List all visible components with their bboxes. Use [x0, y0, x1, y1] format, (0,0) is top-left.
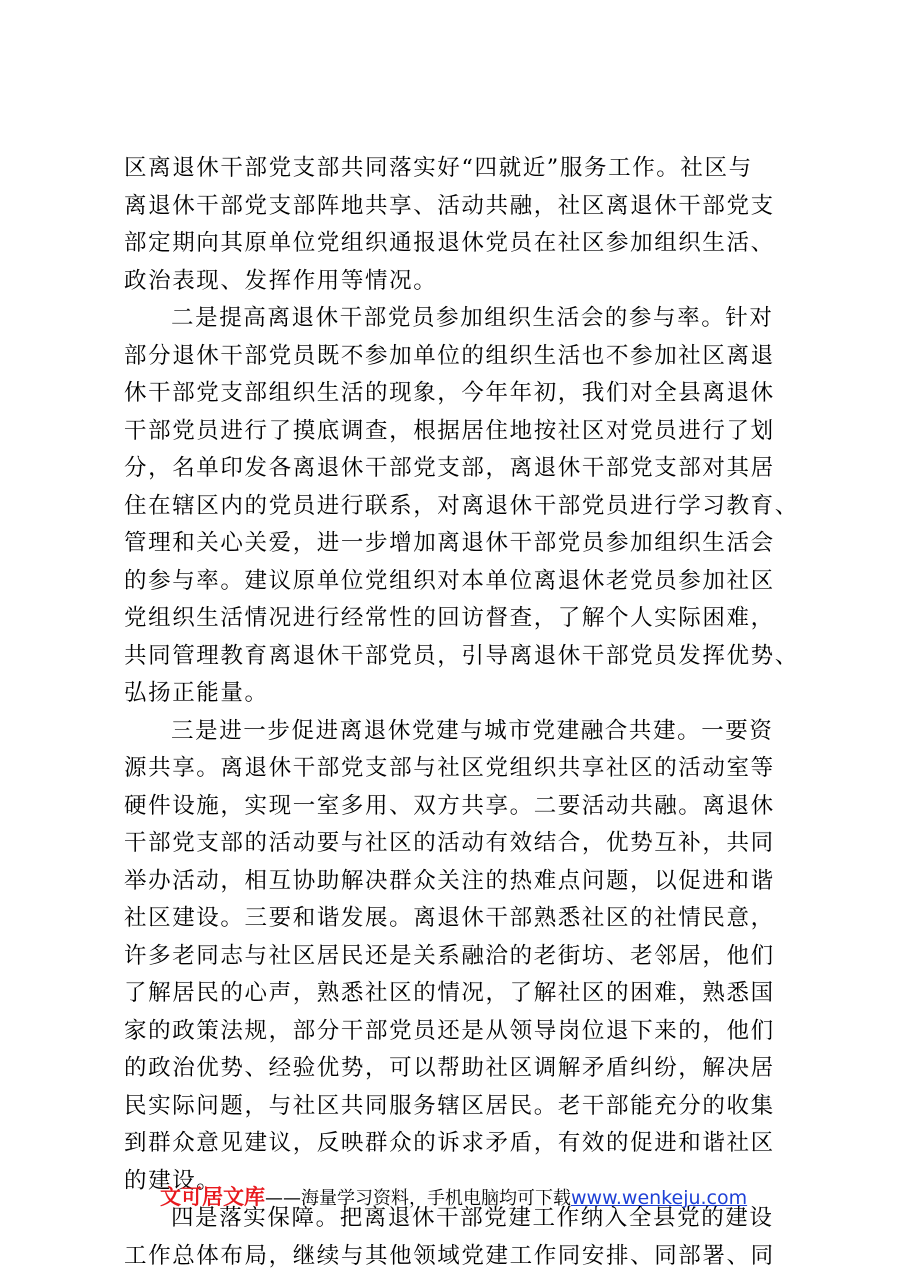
- text-line: 区离退休干部党支部共同落实好“四就近”服务工作。社区与: [124, 155, 753, 181]
- document-body: [124, 150, 804, 1275]
- text-line: 干部党支部的活动要与社区的活动有效结合，优势互补，共同: [124, 830, 775, 856]
- text-line: 社区建设。三要和谐发展。离退休干部熟悉社区的社情民意，: [124, 905, 775, 931]
- text-line: 到群众意见建议，反映群众的诉求矛盾，有效的促进和谐社区: [124, 1130, 775, 1156]
- text-line: 政治表现、发挥作用等情况。: [124, 267, 438, 294]
- text-line: 举办活动，相互协助解决群众关注的热难点问题，以促进和谐: [124, 867, 775, 894]
- text-line: 的政治优势、经验优势，可以帮助社区调解矛盾纠纷，解决居: [124, 1055, 775, 1081]
- text-line: 的参与率。建议原单位党组织对本单位离退休老党员参加社区: [124, 567, 775, 594]
- footer-tagline: ——海量学习资料，手机电脑均可下载: [265, 1188, 571, 1209]
- text-line: 分，名单印发各离退休干部党支部，离退休干部党支部对其居: [124, 455, 775, 481]
- text-line: 硬件设施，实现一室多用、双方共享。二要活动共融。离退休: [124, 792, 775, 819]
- text-line: 了解居民的心声，熟悉社区的情况，了解社区的困难，熟悉国: [124, 980, 775, 1006]
- text-line: 离退休干部党支部阵地共享、活动共融，社区离退休干部党支: [124, 192, 775, 219]
- text-line: 弘扬正能量。: [124, 680, 269, 706]
- text-line: 的建设。: [124, 1167, 221, 1194]
- text-line: 四是落实保障。把离退休干部党建工作纳入全县党的建设: [171, 1205, 774, 1231]
- text-line: 干部党员进行了摸底调查，根据居住地按社区对党员进行了划: [124, 417, 775, 444]
- text-line: 许多老同志与社区居民还是关系融洽的老街坊、老邻居，他们: [124, 942, 775, 969]
- footer-brand: 文可居文库: [160, 1185, 265, 1209]
- text-line: 家的政策法规，部分干部党员还是从领导岗位退下来的，他们: [124, 1017, 775, 1044]
- text-line: 部分退休干部党员既不参加单位的组织生活也不参加社区离退: [124, 342, 775, 369]
- footer-banner: [160, 1180, 800, 1214]
- text-line: 三是进一步促进离退休党建与城市党建融合共建。一要资: [171, 717, 774, 744]
- text-line: 源共享。离退休干部党支部与社区党组织共享社区的活动室等: [124, 755, 775, 781]
- text-line: 部定期向其原单位党组织通报退休党员在社区参加组织生活、: [124, 230, 775, 256]
- text-line: 管理和关心关爱，进一步增加离退休干部党员参加组织生活会: [124, 530, 775, 556]
- text-line: 二是提高离退休干部党员参加组织生活会的参与率。针对: [171, 305, 774, 331]
- text-line: 休干部党支部组织生活的现象，今年年初，我们对全县离退休: [124, 380, 775, 406]
- text-line: 工作总体布局，继续与其他领域党建工作同安排、同部署、同: [124, 1242, 775, 1269]
- text-line: 住在辖区内的党员进行联系，对离退休干部党员进行学习教育、: [124, 492, 799, 519]
- text-line: 共同管理教育离退休干部党员，引导离退休干部党员发挥优势、: [124, 642, 799, 669]
- text-line: 党组织生活情况进行经常性的回访督查，了解个人实际困难，: [124, 605, 775, 631]
- footer-site-link[interactable]: www.wenkeju.com: [571, 1187, 748, 1209]
- text-line: 民实际问题，与社区共同服务辖区居民。老干部能充分的收集: [124, 1092, 775, 1119]
